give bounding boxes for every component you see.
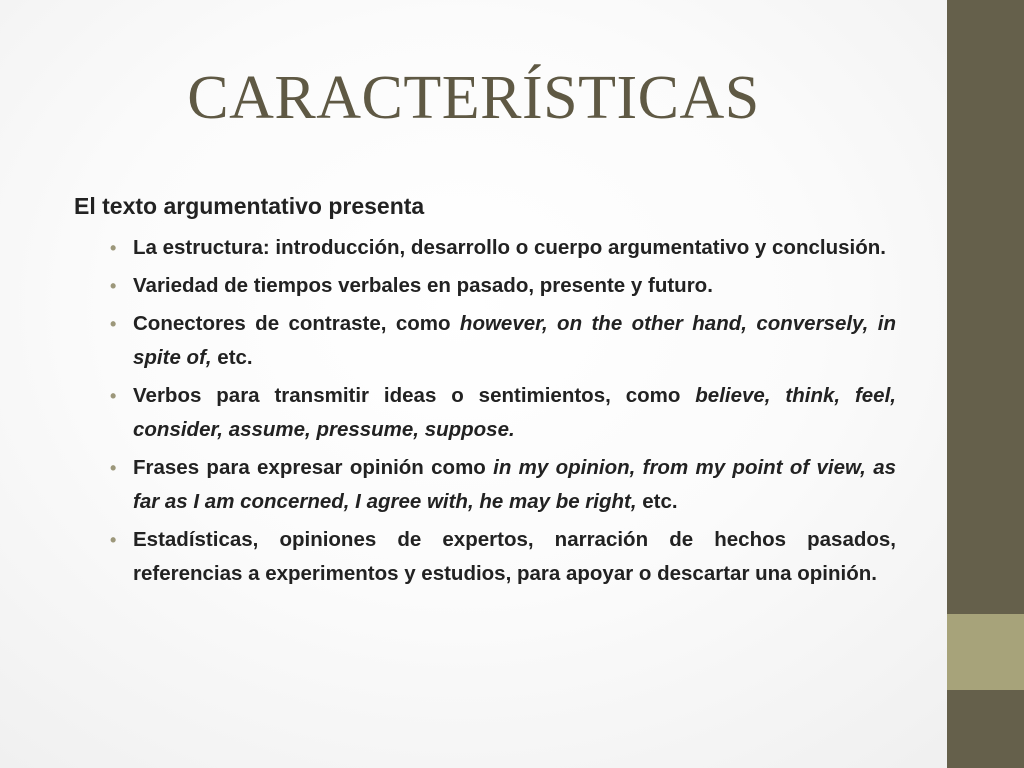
bullet-examples: however, on the other hand, conversely, in spite of, [133,312,896,369]
bullet-icon: • [110,530,117,550]
bullet-text: Estadísticas, opiniones de expertos, narración de hechos pasados, referencias a experimentos y estudios, para apoyar o descartar una opinión. [133,528,896,585]
bullet-item-verb-tenses [74,269,896,303]
bullet-item-structure [74,231,896,265]
bullet-item-connectors [74,307,896,375]
bullet-text: Verbos para transmitir ideas o sentimientos, como [133,384,696,407]
bullet-item-evidence [74,523,896,591]
bullet-examples: in my opinion, from my point of view, as far as I am concerned, I agree with, he may be right, [133,456,896,513]
bullet-text: Variedad de tiempos verbales en pasado, presente y futuro. [133,274,713,297]
slide-title: CARACTERÍSTICAS [187,64,760,132]
bullet-text: La estructura: introducción, desarrollo o cuerpo argumentativo y conclusión. [133,236,886,259]
intro-text: El texto argumentativo presenta [74,193,425,219]
side-decoration-accent [947,614,1024,690]
bullet-icon: • [110,458,117,478]
bullet-item-verbs [74,379,896,447]
bullet-text: Frases para expresar opinión como [133,456,494,479]
bullet-text-end: etc. [636,490,678,513]
bullet-icon: • [110,386,117,406]
bullet-icon: • [110,238,117,258]
slide-content [74,189,896,595]
bullet-icon: • [110,276,117,296]
bullet-list [74,231,896,591]
bullet-text-end: etc. [211,346,253,369]
bullet-icon: • [110,314,117,334]
bullet-text: Conectores de contraste, como [133,312,460,335]
bullet-examples: believe, think, feel, consider, assume, pressume, suppose. [133,384,896,441]
bullet-item-opinion-phrases [74,451,896,519]
